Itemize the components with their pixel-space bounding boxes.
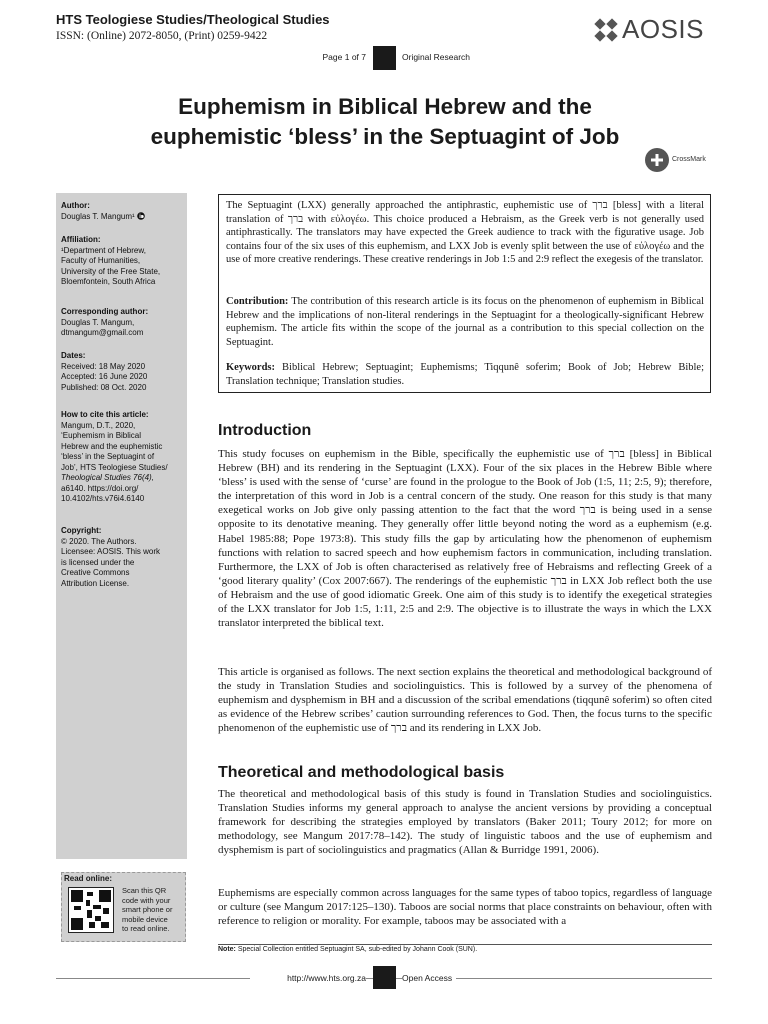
corresponding-email[interactable]: dtmangum@gmail.com <box>61 328 144 337</box>
read-online-line: code with your <box>122 895 171 905</box>
dates-block <box>61 351 189 393</box>
introduction-paragraph-2: This article is organised as follows. The next section explains the theoretical and methodological background of the study in Translation Studies and sociolinguistics. This is followed by a survey of the phenomena of euphemism and dysphemism in BH and a discussion of the scribal emendations (tiqqunê soferim) so often cited as evidence of the Hebrew scribes’ caution surrounding references to God. Then, the focus turns to the specific phenomenon of the euphemistic use of ברך and its rendering in LXX Job. <box>218 666 712 735</box>
affiliation-line: ¹Department of Hebrew, <box>61 245 146 255</box>
cite-line: ‘Euphemism in Biblical <box>61 431 142 440</box>
read-online-line: Scan this QR <box>122 886 167 895</box>
date-line: Published: 08 Oct. 2020 <box>61 382 147 392</box>
theory-heading: Theoretical and methodological basis <box>218 764 505 781</box>
affiliation-line: Bloemfontein, South Africa <box>61 277 156 286</box>
theory-paragraph-2: Euphemisms are especially common across languages for the same types of taboo topics, regardless of language or culture (see Mangum 2017:125–130). Taboos are social norms that place constraints on behaviour, often with reference to religion or morality. For example, taboos may be associated with a <box>218 887 712 928</box>
copyright-heading: Copyright: <box>61 526 102 535</box>
corresponding-line: Douglas T. Mangum, <box>61 317 135 327</box>
note-divider <box>218 944 712 945</box>
contribution-paragraph <box>226 295 704 349</box>
read-online-heading: Read online: <box>64 874 113 883</box>
title-line-1: Euphemism in Biblical Hebrew and the <box>178 94 592 119</box>
article-type: Original Research <box>402 52 471 62</box>
issn-line: ISSN: (Online) 2072-8050, (Print) 0259-9422 <box>56 30 268 42</box>
journal-title: HTS Teologiese Studies/Theological Studies <box>56 12 330 27</box>
footer-access: Open Access <box>402 973 456 983</box>
copyright-line: Attribution License. <box>61 578 130 588</box>
title-line-2: euphemistic ‘bless’ in the Septuagint of Job <box>150 124 620 149</box>
cite-line: Hebrew and the euphemistic <box>61 441 163 451</box>
copyright-line: is licensed under the <box>61 557 135 567</box>
corresponding-block <box>61 307 189 339</box>
abstract-paragraph: The Septuagint (LXX) generally approached the antiphrastic, euphemistic use of ברך [bless] with a literal translation of ברך with εὐλογέω. This choice produced a Hebraism, as the Greek verb is not generally used antiphrastically. The translators may have expected the Greek audience to track with the figurative usage. Job contains four of the six uses of this euphemism, and LXX Job is evenly split between the use of εὐλογέω and the use of more creative renderings. These creative renderings in Job 1:5 and 2:9 reflect the exegesis of the translator. <box>226 200 704 266</box>
keywords-text: Biblical Hebrew; Septuagint; Euphemisms; Tiqqunê soferim; Book of Job; Hebrew Bible; Translation technique; Translation studies. <box>226 362 704 387</box>
publisher-logo[interactable] <box>594 14 704 45</box>
note-label: Note: <box>218 946 236 953</box>
keywords-paragraph <box>226 361 704 388</box>
aosis-mark-icon <box>594 18 618 42</box>
orcid-icon[interactable] <box>137 212 145 220</box>
theory-paragraph-1: The theoretical and methodological basis of this study is found in Translation Studies and sociolinguistics. Translation Studies informs my general approach to analyse the ancient versions by providing a conceptual framework for describing the strategies employed by translators (Baker 2011; Toury 2012; for more on methodology, see Mangum 2017:78–142). The study of linguistic taboos and the use of euphemism and dysphemism is part of sociolinguistics and pragmatics (Allan & Burridge 1991, 2006). <box>218 788 712 857</box>
date-line: Received: 18 May 2020 <box>61 361 146 371</box>
copyright-line: Creative Commons <box>61 568 130 577</box>
cite-line[interactable]: 10.4102/hts.v76i4.6140 <box>61 494 145 503</box>
copyright-line: © 2020. The Authors. <box>61 536 137 546</box>
footer-block <box>373 966 396 989</box>
author-name: Douglas T. Mangum¹ <box>61 211 135 221</box>
crossmark-badge[interactable] <box>645 148 706 172</box>
cite-line: ‘bless’ in the Septuagint of <box>61 452 155 461</box>
read-online-line: smart phone or <box>122 905 173 914</box>
crossmark-icon <box>645 148 669 172</box>
page-bar-block <box>373 46 396 70</box>
crossmark-label: CrossMark <box>672 156 706 163</box>
article-title <box>110 92 660 152</box>
affiliation-heading: Affiliation: <box>61 235 101 244</box>
page-number: Page 1 of 7 <box>322 52 366 62</box>
affiliation-line: University of the Free State, <box>61 266 161 276</box>
affiliation-line: Faculty of Humanities, <box>61 256 141 265</box>
qr-code-icon[interactable] <box>68 887 114 933</box>
copyright-line: Licensee: AOSIS. This work <box>61 547 161 556</box>
cite-line: Mangum, D.T., 2020, <box>61 420 136 430</box>
copyright-block <box>61 526 189 589</box>
author-block <box>61 201 189 222</box>
read-online-text <box>122 886 182 934</box>
introduction-paragraph-1: This study focuses on euphemism in the Bible, specifically the euphemistic use of ברך [bless] in Biblical Hebrew (BH) and its rendering in the Septuagint (LXX). Four of the six places in the Hebrew Bible where ‘bless’ is used with the sense of ‘curse’ are found in the prologue to the Book of Job (1:5, 11; 2:5, 9); therefore, the interpretation of this word in Job is a central concern of the study. One reason for this study is that many exegetical works on Job give only passing attention to the fact that the word ברך is being used in a sense opposite to its denotative meaning. They generally offer little beyond noting the word as a euphemism (e.g. Habel 1985:88; Pope 1973:8). This study fills the gap by articulating how the phenomenon of euphemism functions with relation to sacred speech and how euphemism factors in communication, including translation. Furthermore, the LXX of Job is often characterised as relatively free of Hebraisms and reflecting Greek of a ‘good literary quality’ (Cox 2007:667). The renderings of the euphemistic ברך in LXX Job reflect both the use of Hebraism and the use of good idiomatic Greek. One aim of this study is to identify the exegetical strategies of the LXX translator for Job 1:5, 1:11, 2:5 and 2:9. The objective is to illustrate the ways in which the LXX translator interpreted the biblical text. <box>218 448 713 630</box>
date-line: Accepted: 16 June 2020 <box>61 372 148 381</box>
keywords-label: Keywords: <box>226 362 275 373</box>
dates-heading: Dates: <box>61 351 86 360</box>
author-heading: Author: <box>61 201 90 210</box>
contribution-text: The contribution of this research article is its focus on the phenomenon of euphemism in Biblical Hebrew and the implications of non-literal renderings in the Septuagint for a theologically-significant Hebrew euphemism. The article fits within the scope of the journal as a contribution to this special collection on the Septuagint. <box>226 296 704 348</box>
note-text: Special Collection entitled Septuagint SA, sub-edited by Johann Cook (SUN). <box>235 946 478 953</box>
contribution-label: Contribution: <box>226 296 289 307</box>
introduction-heading: Introduction <box>218 422 312 439</box>
cite-line: Job’, HTS Teologiese Studies/ <box>61 462 168 472</box>
read-online-line: to read online. <box>122 924 170 933</box>
read-online-line: mobile device <box>122 914 168 924</box>
cite-line[interactable]: a6140. https://doi.org/ <box>61 483 139 493</box>
publisher-logo-text: AOSIS <box>622 14 704 44</box>
cite-heading: How to cite this article: <box>61 410 149 419</box>
footer-url[interactable]: http://www.hts.org.za <box>250 973 366 983</box>
cite-line: Theological Studies 76(4), <box>61 473 154 482</box>
cite-block <box>61 410 189 505</box>
author-line <box>61 212 189 223</box>
affiliation-block <box>61 235 189 288</box>
corresponding-heading: Corresponding author: <box>61 307 149 316</box>
footnote <box>218 946 712 953</box>
